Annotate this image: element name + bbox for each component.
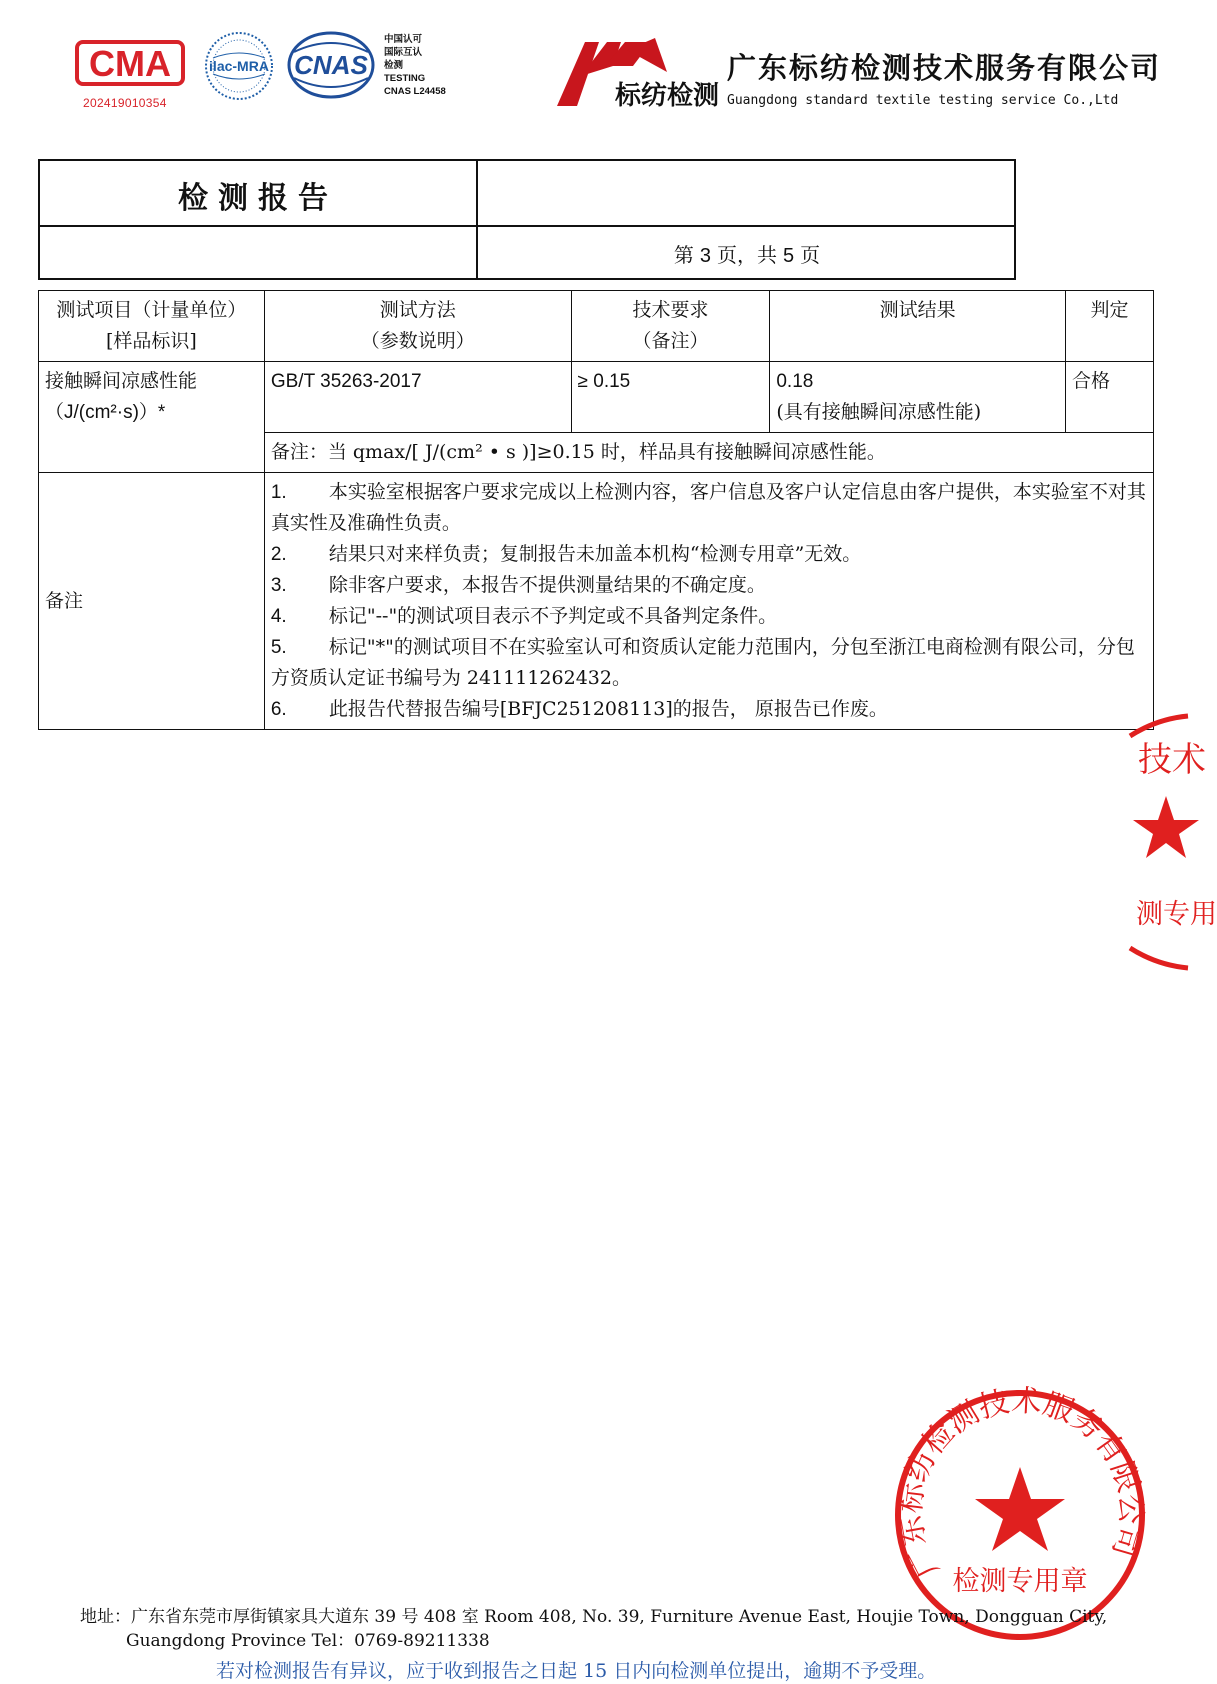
cnas-logo	[286, 30, 376, 100]
list-item: 6. 此报告代替报告编号[BFJC251208113]的报告， 原报告已作废。	[270, 698, 888, 720]
notes-cell	[264, 473, 1153, 730]
cnas-logo-text: CNAS	[294, 50, 368, 80]
report-title-box	[38, 159, 1016, 280]
cnas-mark-icon	[286, 30, 376, 100]
ilac-logo-text: ilac-MRA	[209, 58, 269, 74]
cell-requirement: ≥ 0.15	[571, 362, 770, 433]
side-seal-top-text: 技术	[1138, 740, 1206, 780]
cnas-line: TESTING	[384, 73, 426, 84]
cell-judgement: 合格	[1066, 362, 1154, 433]
ilac-mra-logo	[203, 28, 275, 104]
list-item: 5. 标记"*"的测试项目不在实验室认可和资质认定能力范围内，分包至浙江电商检测有限公司，分包方资质认定证书编号为 241111262432。	[270, 636, 1135, 689]
table-row	[39, 362, 1154, 433]
cma-number: 202419010354	[83, 96, 167, 110]
cnas-accreditation-text	[384, 33, 446, 98]
list-item: 2. 结果只对来样负责；复制报告未加盖本机构“检测专用章”无效。	[270, 543, 862, 565]
notes-row	[39, 473, 1154, 730]
header-judgement: 判定	[1066, 291, 1154, 362]
side-seal-stamp	[1128, 712, 1217, 972]
page-indicator	[478, 239, 1016, 268]
biaofang-logo	[555, 36, 720, 111]
footer-address-line2: Guangdong Province Tel：0769-89211338	[126, 1631, 490, 1651]
notes-list	[271, 477, 1147, 725]
side-seal-bottom-text: 测专用	[1136, 899, 1217, 930]
report-title: 检测报告	[178, 181, 338, 216]
biaofang-mark-icon	[555, 36, 720, 111]
list-item: 1. 本实验室根据客户要求完成以上检测内容，客户信息及客户认定信息由客户提供，本实验室不对其真实性及准确性负责。	[270, 481, 1146, 534]
cnas-line: 中国认可	[384, 34, 423, 45]
footer-objection-notice: 若对检测报告有异议，应于收到报告之日起 15 日内向检测单位提出，逾期不予受理。	[216, 1660, 937, 1682]
list-item: 3. 除非客户要求，本报告不提供测量结果的不确定度。	[270, 574, 766, 596]
notes-label: 备注	[39, 473, 265, 730]
page-current: 3	[699, 245, 711, 267]
seal-center-text: 检测专用章	[952, 1566, 1088, 1597]
cnas-line: CNAS L24458	[384, 86, 446, 97]
ilac-mra-icon	[203, 28, 275, 104]
company-name-cn: 广东标纺检测技术服务有限公司	[727, 51, 1162, 85]
page-total: 5	[783, 245, 795, 267]
cma-logo-text: CMA	[89, 43, 171, 84]
results-table	[38, 290, 1154, 730]
cell-item: 接触瞬间凉感性能 （J/(cm²·s)）*	[39, 362, 265, 473]
seal-ring-text: 广东标纺检测技术服务有限公司	[892, 1385, 1149, 1584]
page-mid: 页，共	[717, 243, 777, 267]
cell-result: 0.18 (具有接触瞬间凉感性能)	[770, 362, 1066, 433]
cnas-line: 国际互认	[384, 47, 423, 58]
company-name-en: Guangdong standard textile testing service Co.,Ltd	[727, 93, 1119, 108]
header-result: 测试结果	[770, 291, 1066, 362]
page-prefix: 第	[673, 243, 694, 267]
footer-address-line1: 地址：广东省东莞市厚街镇家具大道东 39 号 408 室 Room 408, No. 39, Furniture Avenue East, Houjie Town, Dongguan City,	[80, 1607, 1108, 1627]
cell-method: GB/T 35263-2017	[264, 362, 571, 433]
cell-remark: 备注：当 qmax/[ J/(cm² • s )]≥0.15 时，样品具有接触瞬间凉感性能。	[264, 433, 1153, 473]
list-item: 4. 标记"--"的测试项目表示不予判定或不具备判定条件。	[270, 605, 778, 627]
page-suffix: 页	[800, 243, 821, 267]
header-item: 测试项目（计量单位） [样品标识]	[39, 291, 265, 362]
table-header-row	[39, 291, 1154, 362]
cnas-line: 检测	[384, 60, 404, 71]
header-method: 测试方法 （参数说明）	[264, 291, 571, 362]
cma-logo	[75, 34, 185, 110]
header-requirement: 技术要求 （备注）	[571, 291, 770, 362]
brand-logo-text: 标纺检测	[614, 81, 720, 111]
cma-mark-icon	[75, 40, 185, 86]
